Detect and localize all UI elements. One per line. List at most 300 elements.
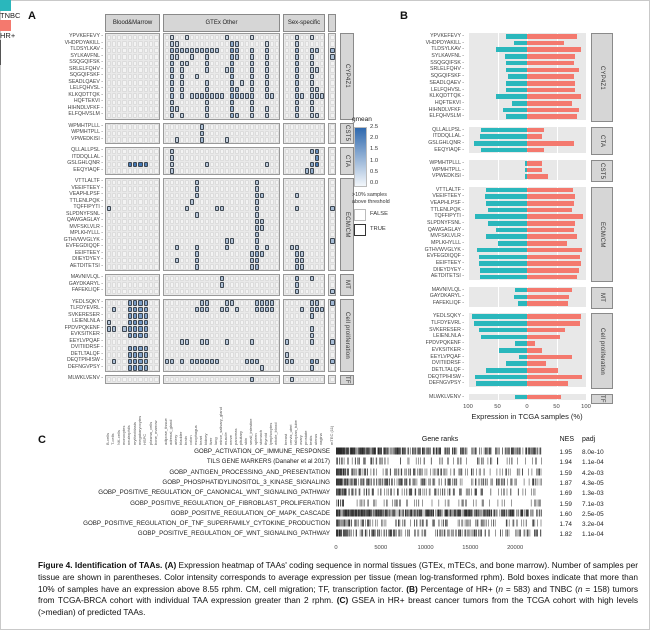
heatmap-block bbox=[283, 147, 325, 175]
gsea-padj-value: 1.1e-04 bbox=[582, 531, 604, 539]
heatmap-cell bbox=[107, 80, 111, 86]
heatmap-cell bbox=[320, 113, 324, 119]
heatmap-cell bbox=[149, 307, 153, 313]
heatmap-cell bbox=[290, 48, 294, 54]
heatmap-cell bbox=[230, 206, 234, 212]
caption-segment: = 158) tumors from TCGA-BRCA cohort with individual TAA expression greater than 2 rphm. bbox=[38, 583, 638, 606]
heatmap-cell bbox=[220, 326, 224, 332]
heatmap-cell bbox=[245, 333, 249, 339]
heatmap-cell bbox=[112, 238, 116, 244]
heatmap-cell bbox=[185, 149, 189, 155]
heatmap-cell bbox=[180, 339, 184, 345]
heatmap-cell bbox=[117, 87, 121, 93]
heatmap-cell bbox=[330, 219, 335, 225]
heatmap-cell bbox=[190, 219, 194, 225]
heatmap-cell bbox=[138, 365, 142, 371]
heatmap-cell bbox=[117, 206, 121, 212]
heatmap-cell bbox=[195, 313, 199, 319]
tissue-label: lymphocytes bbox=[268, 422, 273, 445]
heatmap-cell bbox=[190, 365, 194, 371]
heatmap-cell bbox=[210, 307, 214, 313]
heatmap-cell bbox=[195, 320, 199, 326]
heatmap-cell bbox=[250, 238, 254, 244]
heatmap-cell bbox=[330, 155, 335, 161]
tnbc-bar bbox=[514, 41, 527, 46]
heatmap-cell bbox=[175, 168, 179, 174]
heatmap-cell bbox=[220, 180, 224, 186]
gridline bbox=[468, 394, 469, 401]
heatmap-cell bbox=[285, 352, 289, 358]
heatmap-cell bbox=[225, 352, 229, 358]
heatmap-cell bbox=[260, 307, 264, 313]
heatmap-cell bbox=[138, 326, 142, 332]
heatmap-cell bbox=[255, 365, 259, 371]
heatmap-cell bbox=[128, 307, 132, 313]
heatmap-cell bbox=[190, 87, 194, 93]
heatmap-cell bbox=[210, 377, 214, 383]
heatmap-cell bbox=[240, 219, 244, 225]
heatmap-cell bbox=[295, 54, 299, 60]
heatmap-cell bbox=[290, 67, 294, 73]
heatmap-cell bbox=[185, 113, 189, 119]
heatmap-cell bbox=[295, 346, 299, 352]
heatmap-cell bbox=[285, 54, 289, 60]
heatmap-cell bbox=[149, 359, 153, 365]
heatmap-cell bbox=[225, 199, 229, 205]
tnbc-bar bbox=[488, 221, 527, 226]
heatmap-block bbox=[328, 375, 336, 384]
heatmap-row-label: DEQTPIHISW - bbox=[66, 357, 103, 363]
heatmap-cell bbox=[315, 289, 319, 295]
heatmap-cell bbox=[149, 232, 153, 238]
heatmap-cell bbox=[285, 168, 289, 174]
heatmap-cell bbox=[310, 245, 314, 251]
heatmap-row-label: MVFSKLVLR - bbox=[69, 223, 103, 230]
heatmap-cell bbox=[290, 258, 294, 264]
heatmap-cell bbox=[210, 87, 214, 93]
heatmap-cell bbox=[117, 61, 121, 67]
heatmap-cell bbox=[295, 61, 299, 67]
heatmap-cell bbox=[230, 48, 234, 54]
heatmap-cell bbox=[260, 186, 264, 192]
heatmap-cell bbox=[170, 326, 174, 332]
heatmap-cell bbox=[315, 320, 319, 326]
heatmap-cell bbox=[260, 93, 264, 99]
bar-group-strip-label: MT bbox=[599, 293, 605, 303]
heatmap-cell bbox=[225, 155, 229, 161]
heatmap-cell bbox=[225, 149, 229, 155]
heatmap-cell bbox=[320, 359, 324, 365]
heatmap-cell bbox=[250, 74, 254, 80]
heatmap-cell bbox=[225, 48, 229, 54]
heatmap-cell bbox=[260, 289, 264, 295]
heatmap-cell bbox=[270, 300, 274, 306]
heatmap-cell bbox=[117, 333, 121, 339]
heatmap-cell bbox=[260, 225, 264, 231]
heatmap-cell bbox=[175, 346, 179, 352]
heatmap-cell bbox=[295, 67, 299, 73]
heatmap-cell bbox=[310, 339, 314, 345]
false-swatch bbox=[354, 209, 366, 221]
heatmap-cell bbox=[265, 149, 269, 155]
heatmap-cell bbox=[230, 313, 234, 319]
heatmap-cell bbox=[180, 67, 184, 73]
heatmap-cell bbox=[235, 186, 239, 192]
heatmap-cell bbox=[170, 137, 174, 143]
heatmap-row-label: SQGQIFSKF - bbox=[69, 72, 103, 78]
heatmap-cell bbox=[215, 245, 219, 251]
bar-row-label: DVITIIDRSF - bbox=[432, 360, 464, 367]
heatmap-cell bbox=[210, 168, 214, 174]
heatmap-cell bbox=[180, 313, 184, 319]
heatmap-cell bbox=[295, 180, 299, 186]
heatmap-cell bbox=[170, 225, 174, 231]
heatmap-row-label: SLPDNYFSNL - bbox=[66, 210, 103, 217]
heatmap-cell bbox=[290, 212, 294, 218]
tissue-label: fallopian_tube bbox=[293, 419, 298, 445]
heatmap-cell bbox=[250, 186, 254, 192]
heatmap-cell bbox=[250, 206, 254, 212]
heatmap-cell bbox=[175, 238, 179, 244]
heatmap-group-strip-label: ECM/CM bbox=[344, 211, 350, 238]
tnbc-bar bbox=[474, 141, 527, 146]
heatmap-cell bbox=[122, 264, 126, 270]
heatmap-cell bbox=[285, 35, 289, 41]
heatmap-cell bbox=[275, 326, 279, 332]
heatmap-cell bbox=[165, 54, 169, 60]
heatmap-cell bbox=[300, 300, 304, 306]
bar-row-labels bbox=[398, 313, 464, 387]
bar-row-label: EVFEGDIQQF - bbox=[426, 253, 464, 260]
heatmap-cell bbox=[220, 93, 224, 99]
heatmap-cell bbox=[180, 359, 184, 365]
heatmap-block bbox=[163, 123, 280, 145]
heatmap-cell bbox=[230, 186, 234, 192]
heatmap-cell bbox=[270, 282, 274, 288]
heatmap-cell bbox=[260, 61, 264, 67]
heatmap-cell bbox=[122, 41, 126, 47]
heatmap-cell bbox=[165, 67, 169, 73]
heatmap-cell bbox=[265, 131, 269, 137]
heatmap-cell bbox=[320, 41, 324, 47]
heatmap-cell bbox=[175, 149, 179, 155]
heatmap-cell bbox=[250, 100, 254, 106]
heatmap-cell bbox=[107, 326, 111, 332]
heatmap-cell bbox=[275, 162, 279, 168]
axis-tick-label: 20000 bbox=[507, 544, 524, 551]
heatmap-cell bbox=[117, 219, 121, 225]
heatmap-cell bbox=[285, 61, 289, 67]
heatmap-cell bbox=[149, 238, 153, 244]
heatmap-cell bbox=[210, 41, 214, 47]
heatmap-cell bbox=[305, 35, 309, 41]
heatmap-cell bbox=[200, 113, 204, 119]
heatmap-cell bbox=[112, 212, 116, 218]
heatmap-cell bbox=[185, 54, 189, 60]
heatmap-cell bbox=[112, 300, 116, 306]
heatmap-cell bbox=[330, 137, 335, 143]
heatmap-cell bbox=[290, 87, 294, 93]
heatmap-cell bbox=[225, 232, 229, 238]
bar-group-strip-label: CYP4Z1 bbox=[599, 65, 605, 90]
heatmap-cell bbox=[265, 124, 269, 130]
heatmap-cell bbox=[200, 193, 204, 199]
heatmap-cell bbox=[185, 225, 189, 231]
heatmap-cell bbox=[235, 365, 239, 371]
heatmap-cell bbox=[112, 264, 116, 270]
heatmap-cell bbox=[185, 180, 189, 186]
heatmap-row-label: MPLKHYLLL - bbox=[70, 230, 103, 236]
heatmap-cell bbox=[305, 124, 309, 130]
heatmap-cell bbox=[305, 359, 309, 365]
heatmap-cell bbox=[275, 61, 279, 67]
bar-row-label: TLDSYLKAV - bbox=[431, 46, 464, 53]
heatmap-cell bbox=[225, 333, 229, 339]
heatmap-cell bbox=[315, 264, 319, 270]
heatmap-cell bbox=[122, 326, 126, 332]
heatmap-cell bbox=[190, 168, 194, 174]
heatmap-cell bbox=[149, 186, 153, 192]
heatmap-cell bbox=[205, 346, 209, 352]
heatmap-cell bbox=[138, 212, 142, 218]
heatmap-cell bbox=[107, 124, 111, 130]
heatmap-cell bbox=[180, 180, 184, 186]
heatmap-cell bbox=[250, 359, 254, 365]
heatmap-col-group-header bbox=[328, 14, 336, 32]
heatmap-cell bbox=[165, 300, 169, 306]
heatmap-cell bbox=[180, 352, 184, 358]
heatmap-cell bbox=[320, 251, 324, 257]
heatmap-cell bbox=[107, 113, 111, 119]
hr-bar bbox=[527, 134, 542, 139]
heatmap-cell bbox=[225, 251, 229, 257]
heatmap-cell bbox=[235, 238, 239, 244]
heatmap-cell bbox=[225, 282, 229, 288]
heatmap-cell bbox=[149, 80, 153, 86]
hr-bar bbox=[527, 194, 575, 199]
heatmap-cell bbox=[190, 258, 194, 264]
tnbc-bar bbox=[503, 108, 527, 113]
heatmap-cell bbox=[320, 245, 324, 251]
heatmap-cell bbox=[310, 219, 314, 225]
heatmap-cell bbox=[144, 320, 148, 326]
heatmap-cell bbox=[133, 100, 137, 106]
heatmap-cell bbox=[144, 80, 148, 86]
heatmap-cell bbox=[195, 326, 199, 332]
heatmap-cell bbox=[330, 100, 335, 106]
gene-rank-barcode bbox=[336, 447, 542, 455]
heatmap-cell bbox=[295, 131, 299, 137]
heatmap-cell bbox=[235, 199, 239, 205]
heatmap-cell bbox=[215, 282, 219, 288]
tnbc-bar bbox=[479, 261, 527, 266]
heatmap-cell bbox=[175, 199, 179, 205]
heatmap-cell bbox=[245, 137, 249, 143]
heatmap-cell bbox=[144, 251, 148, 257]
gsea-pathway-label: GOBP_POSITIVE_REGULATION_OF_CANONICAL_WNT_SIGNALING_PATHWAY bbox=[98, 489, 330, 497]
heatmap-cell bbox=[225, 212, 229, 218]
gridline bbox=[557, 160, 558, 180]
heatmap-cell bbox=[320, 74, 324, 80]
heatmap-cell bbox=[295, 307, 299, 313]
tnbc-bar bbox=[505, 54, 527, 59]
heatmap-cell bbox=[149, 162, 153, 168]
heatmap-row-label: TLDSYLKAV - bbox=[70, 46, 103, 52]
heatmap-cell bbox=[310, 225, 314, 231]
heatmap-cell bbox=[149, 219, 153, 225]
heatmap-cell bbox=[295, 326, 299, 332]
heatmap-cell bbox=[122, 307, 126, 313]
heatmap-cell bbox=[320, 282, 324, 288]
heatmap-cell bbox=[235, 377, 239, 383]
heatmap-cell bbox=[310, 149, 314, 155]
heatmap-cell bbox=[138, 258, 142, 264]
heatmap-cell bbox=[315, 339, 319, 345]
hr-bar bbox=[527, 81, 575, 86]
heatmap-cell bbox=[230, 264, 234, 270]
heatmap-col-group-header: Blood&Marrow bbox=[105, 14, 160, 32]
heatmap-cell bbox=[128, 54, 132, 60]
heatmap-cell bbox=[144, 264, 148, 270]
heatmap-cell bbox=[245, 162, 249, 168]
heatmap-cell bbox=[195, 333, 199, 339]
gridline bbox=[468, 313, 469, 387]
heatmap-cell bbox=[138, 87, 142, 93]
heatmap-cell bbox=[175, 67, 179, 73]
heatmap-cell bbox=[195, 251, 199, 257]
heatmap-cell bbox=[305, 106, 309, 112]
heatmap-cell bbox=[265, 326, 269, 332]
heatmap-cell bbox=[230, 87, 234, 93]
heatmap-cell bbox=[230, 225, 234, 231]
heatmap-cell bbox=[175, 124, 179, 130]
heatmap-cell bbox=[215, 352, 219, 358]
heatmap-cell bbox=[310, 307, 314, 313]
heatmap-cell bbox=[270, 168, 274, 174]
heatmap-cell bbox=[220, 365, 224, 371]
heatmap-cell bbox=[285, 219, 289, 225]
heatmap-cell bbox=[117, 251, 121, 257]
heatmap-cell bbox=[154, 199, 158, 205]
heatmap-cell bbox=[190, 199, 194, 205]
heatmap-cell bbox=[310, 87, 314, 93]
heatmap-cell bbox=[330, 149, 335, 155]
heatmap-cell bbox=[112, 365, 116, 371]
heatmap-cell bbox=[215, 313, 219, 319]
heatmap-cell bbox=[180, 219, 184, 225]
heatmap-cell bbox=[265, 313, 269, 319]
heatmap-cell bbox=[305, 149, 309, 155]
heatmap-cell bbox=[185, 346, 189, 352]
heatmap-cell bbox=[200, 359, 204, 365]
heatmap-cell bbox=[117, 245, 121, 251]
heatmap-cell bbox=[215, 67, 219, 73]
heatmap-cell bbox=[138, 264, 142, 270]
heatmap-cell bbox=[210, 212, 214, 218]
heatmap-cell bbox=[154, 258, 158, 264]
heatmap-cell bbox=[165, 48, 169, 54]
gsea-nes-value: 1.94 bbox=[559, 459, 572, 467]
heatmap-cell bbox=[220, 74, 224, 80]
heatmap-cell bbox=[240, 339, 244, 345]
heatmap-cell bbox=[225, 258, 229, 264]
heatmap-cell bbox=[320, 199, 324, 205]
heatmap-cell bbox=[117, 149, 121, 155]
heatmap-cell bbox=[300, 199, 304, 205]
heatmap-cell bbox=[138, 313, 142, 319]
heatmap-cell bbox=[245, 219, 249, 225]
heatmap-row-label: YPVKEFEVY - bbox=[69, 33, 103, 39]
bar-row-label: DIIEYDYEY - bbox=[433, 266, 464, 273]
heatmap-cell bbox=[270, 320, 274, 326]
hr-bar bbox=[527, 161, 542, 166]
heatmap-cell bbox=[117, 35, 121, 41]
heatmap-cell bbox=[220, 100, 224, 106]
heatmap-cell bbox=[175, 232, 179, 238]
heatmap-cell bbox=[154, 193, 158, 199]
heatmap-cell bbox=[128, 61, 132, 67]
heatmap-cell bbox=[180, 137, 184, 143]
heatmap-cell bbox=[330, 300, 335, 306]
heatmap-cell bbox=[205, 100, 209, 106]
heatmap-row-label: FPDVPQKENF - bbox=[64, 324, 103, 331]
heatmap-cell bbox=[117, 264, 121, 270]
heatmap-cell bbox=[190, 206, 194, 212]
heatmap-row-label: VHDPDYAKILL - bbox=[64, 39, 103, 46]
heatmap-cell bbox=[210, 155, 214, 161]
heatmap-cell bbox=[315, 100, 319, 106]
heatmap-cell bbox=[180, 300, 184, 306]
heatmap-cell bbox=[107, 232, 111, 238]
heatmap-cell bbox=[195, 54, 199, 60]
heatmap-cell bbox=[185, 232, 189, 238]
heatmap-cell bbox=[195, 137, 199, 143]
heatmap-cell bbox=[220, 186, 224, 192]
heatmap-cell bbox=[107, 106, 111, 112]
heatmap-cell bbox=[210, 326, 214, 332]
heatmap-cell bbox=[305, 137, 309, 143]
heatmap-cell bbox=[154, 67, 158, 73]
heatmap-cell bbox=[220, 35, 224, 41]
heatmap-cell bbox=[240, 41, 244, 47]
heatmap-cell bbox=[255, 313, 259, 319]
heatmap-cell bbox=[175, 54, 179, 60]
heatmap-cell bbox=[205, 245, 209, 251]
heatmap-cell bbox=[235, 264, 239, 270]
heatmap-row-label: DEFNGVPSY - bbox=[67, 363, 103, 370]
heatmap-cell bbox=[144, 48, 148, 54]
heatmap-cell bbox=[290, 113, 294, 119]
heatmap-cell bbox=[117, 131, 121, 137]
heatmap-cell bbox=[270, 313, 274, 319]
heatmap-cell bbox=[175, 212, 179, 218]
heatmap-group-strip-label: CST5 bbox=[344, 125, 350, 142]
heatmap-cell bbox=[185, 289, 189, 295]
heatmap-cell bbox=[144, 359, 148, 365]
heatmap-cell bbox=[295, 162, 299, 168]
heatmap-cell bbox=[112, 93, 116, 99]
heatmap-cell bbox=[122, 180, 126, 186]
heatmap-cell bbox=[195, 212, 199, 218]
heatmap-cell bbox=[330, 258, 335, 264]
gridline bbox=[586, 127, 587, 154]
heatmap-cell bbox=[260, 339, 264, 345]
heatmap-cell bbox=[320, 186, 324, 192]
heatmap-cell bbox=[250, 320, 254, 326]
heatmap-cell bbox=[185, 359, 189, 365]
heatmap-cell bbox=[107, 87, 111, 93]
caption-segment: Expression heatmap of TAAs' coding sequence in normal tissues (GTEx, mTECs, and bone marrow). Number of samples per tissue are shown in parentheses. Color intensity corresponds to average expression per tissue (mean log-transformed rphm). Bold boxes indicate that more than 10% of samples have an expression above 8.55 rphm. CM, cell migration; TF, transcription factor. bbox=[38, 560, 638, 594]
